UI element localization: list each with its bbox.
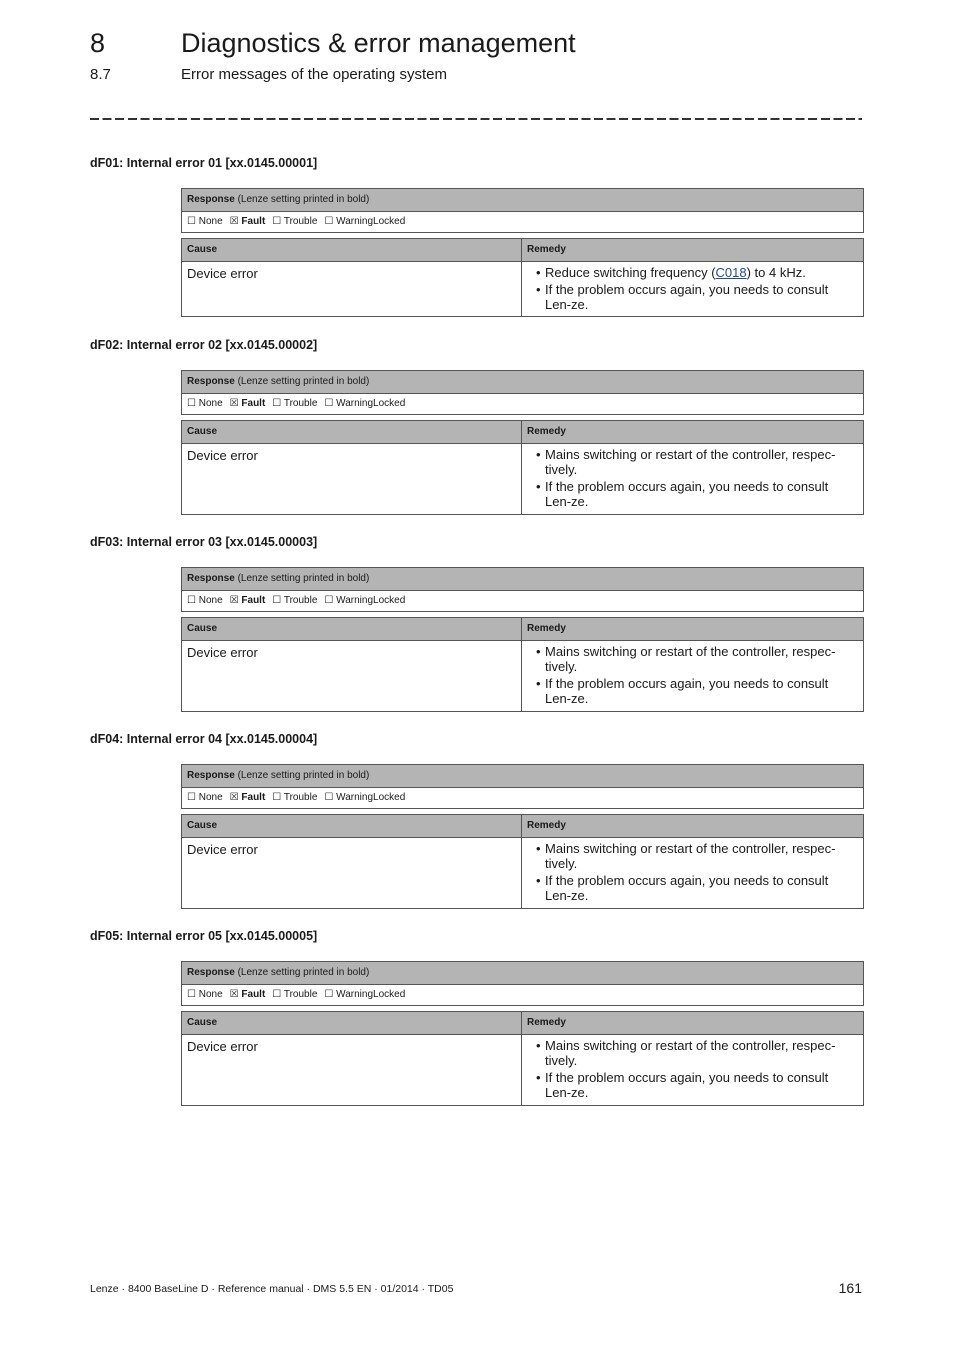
option-none: ☐ None [187,595,223,606]
error-title: dF03: Internal error 03 [xx.0145.00003] [90,535,318,549]
option-fault: ☒ Fault [229,989,266,1000]
remedy-header: Remedy [527,820,566,831]
error-block-df02 [90,336,864,515]
error-title: dF04: Internal error 04 [xx.0145.00004] [90,732,318,746]
option-trouble: ☐ Trouble [272,595,318,606]
option-trouble: ☐ Trouble [272,989,318,1000]
remedy-item: • If the problem occurs again, you needs to consult Len-ze. [536,479,829,509]
response-header [182,189,863,212]
error-block-df01 [90,154,864,317]
remedy-item: • Mains switching or restart of the controller, respec-tively. [536,841,836,871]
cause-remedy-row [182,262,863,316]
response-note: (Lenze setting printed in bold) [237,194,370,205]
response-table [181,764,864,809]
option-trouble: ☐ Trouble [272,216,318,227]
cause-remedy-header [182,1012,863,1035]
footer-document-info: Lenze · 8400 BaseLine D · Reference manual · DMS 5.5 EN · 01/2014 · TD05 [90,1283,454,1295]
remedy-cell [522,262,863,316]
page-header [90,28,862,83]
response-options [182,212,863,232]
option-warninglocked: ☐ WarningLocked [324,792,406,803]
option-none: ☐ None [187,216,223,227]
option-fault: ☒ Fault [229,595,266,606]
response-note: (Lenze setting printed in bold) [237,573,370,584]
option-fault: ☒ Fault [229,216,266,227]
remedy-item: • If the problem occurs again, you needs to consult Len-ze. [536,282,829,312]
response-note: (Lenze setting printed in bold) [237,376,370,387]
chapter-number: 8 [90,28,106,58]
response-table [181,370,864,415]
parameter-link-c018[interactable]: C018 [715,265,747,280]
error-title: dF02: Internal error 02 [xx.0145.00002] [90,338,318,352]
cause-remedy-table [181,1011,864,1106]
cause-remedy-table [181,814,864,909]
remedy-item: • Mains switching or restart of the controller, respec-tively. [536,1038,836,1068]
section-title: Error messages of the operating system [181,66,447,83]
response-table [181,567,864,612]
option-warninglocked: ☐ WarningLocked [324,595,406,606]
remedy-header: Remedy [527,426,566,437]
cause-cell: Device error [182,838,522,908]
remedy-item: • Reduce switching frequency (C018) to 4 kHz. [536,265,806,280]
chapter-title: Diagnostics & error management [181,28,576,58]
response-title: Response [187,194,235,205]
cause-remedy-header [182,239,863,262]
option-trouble: ☐ Trouble [272,398,318,409]
response-options [182,591,863,611]
cause-cell: Device error [182,262,522,316]
header-divider [90,118,862,120]
cause-remedy-row [182,838,863,908]
cause-cell: Device error [182,444,522,514]
error-block-df03 [90,533,864,712]
response-header [182,568,863,591]
option-warninglocked: ☐ WarningLocked [324,398,406,409]
response-title: Response [187,573,235,584]
remedy-header: Remedy [527,623,566,634]
option-none: ☐ None [187,792,223,803]
remedy-cell [522,641,863,711]
cause-header: Cause [182,1012,522,1034]
remedy-header: Remedy [527,1017,566,1028]
cause-remedy-table [181,617,864,712]
remedy-item: • Mains switching or restart of the controller, respec-tively. [536,447,836,477]
response-table [181,961,864,1006]
cause-remedy-header [182,421,863,444]
error-block-df04 [90,730,864,909]
response-title: Response [187,376,235,387]
remedy-cell [522,1035,863,1105]
cause-header: Cause [182,618,522,640]
response-options [182,394,863,414]
cause-cell: Device error [182,641,522,711]
response-header [182,765,863,788]
cause-remedy-table [181,238,864,317]
error-block-df05 [90,927,864,1106]
error-title: dF05: Internal error 05 [xx.0145.00005] [90,929,318,943]
option-fault: ☒ Fault [229,792,266,803]
response-note: (Lenze setting printed in bold) [237,770,370,781]
response-header [182,371,863,394]
option-warninglocked: ☐ WarningLocked [324,216,406,227]
error-title: dF01: Internal error 01 [xx.0145.00001] [90,156,318,170]
cause-remedy-table [181,420,864,515]
option-trouble: ☐ Trouble [272,792,318,803]
response-header [182,962,863,985]
remedy-item: • Mains switching or restart of the controller, respec-tively. [536,644,836,674]
remedy-item: • If the problem occurs again, you needs to consult Len-ze. [536,1070,829,1100]
response-options [182,985,863,1005]
remedy-header: Remedy [527,244,566,255]
option-none: ☐ None [187,989,223,1000]
cause-remedy-row [182,1035,863,1105]
option-warninglocked: ☐ WarningLocked [324,989,406,1000]
section-number: 8.7 [90,66,111,83]
response-title: Response [187,770,235,781]
response-title: Response [187,967,235,978]
page-number: 161 [838,1280,862,1296]
cause-remedy-header [182,815,863,838]
remedy-item: • If the problem occurs again, you needs to consult Len-ze. [536,873,829,903]
response-options [182,788,863,808]
response-note: (Lenze setting printed in bold) [237,967,370,978]
remedy-cell [522,838,863,908]
cause-header: Cause [182,239,522,261]
cause-remedy-header [182,618,863,641]
cause-header: Cause [182,421,522,443]
remedy-item: • If the problem occurs again, you needs to consult Len-ze. [536,676,829,706]
cause-header: Cause [182,815,522,837]
cause-remedy-row [182,641,863,711]
remedy-cell [522,444,863,514]
response-table [181,188,864,233]
cause-cell: Device error [182,1035,522,1105]
option-none: ☐ None [187,398,223,409]
option-fault: ☒ Fault [229,398,266,409]
cause-remedy-row [182,444,863,514]
